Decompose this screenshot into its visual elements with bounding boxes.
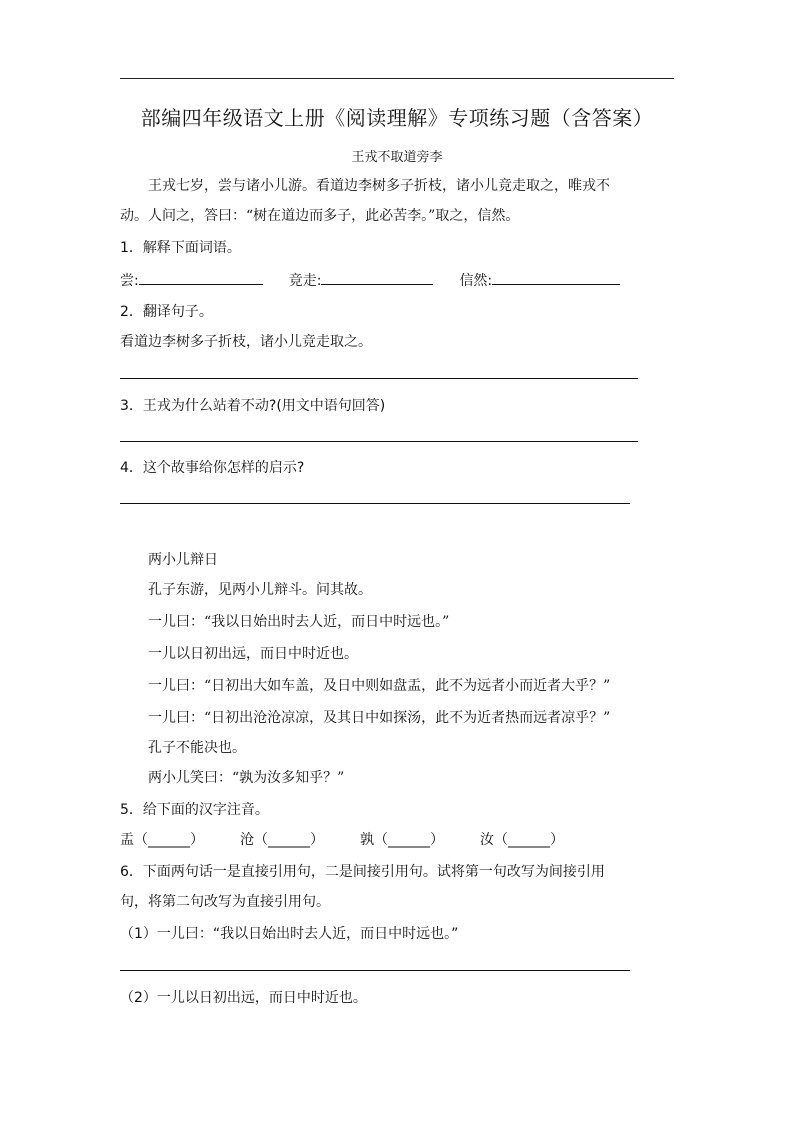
passage1-title: 王戎不取道旁李 [351,150,443,165]
passage2-line: 一儿曰：“我以日始出时去人近，而日中时远也。” [148,614,450,630]
answer-line[interactable] [120,503,630,504]
passage2-line: 孔子不能决也。 [148,740,246,756]
answer-line[interactable] [120,970,630,971]
pinyin-item[interactable]: 孰（______） [360,832,444,848]
question-3-prompt: 3．王戎为什么站着不动?(用文中语句回答) [120,398,386,414]
answer-blank[interactable] [139,270,263,285]
pinyin-item[interactable]: 汝（______） [480,832,564,848]
passage1-line-1: 王戎七岁，尝与诸小儿游。看道边李树多子折枝，诸小儿竞走取之，唯戎不 [148,178,610,194]
answer-blank[interactable] [321,270,433,285]
passage1-line-2: 动。人问之，答曰：“树在道边而多子，此必苦李。”取之，信然。 [120,208,520,224]
answer-line[interactable] [120,378,638,379]
question-1-answers [120,270,620,291]
passage2-line: 两小儿笑曰：“孰为汝多知乎？” [148,770,345,786]
vocab-word: 信然: [459,273,493,289]
answer-line[interactable] [120,441,638,442]
passage2-line: 一儿曰：“日初出沧沧凉凉，及其日中如探汤，此不为近者热而远者凉乎？” [148,710,611,726]
vocab-word: 竞走: [288,273,322,289]
document-title: 部编四年级语文上册《阅读理解》专项练习题（含答案） [140,106,654,130]
header-rule [120,78,674,79]
question-5-items [120,830,564,850]
question-1-prompt: 1．解释下面词语。 [120,240,241,256]
question-6-prompt-line-1: 6．下面两句话一是直接引用句，二是间接引用句。试将第一句改写为间接引用 [120,864,605,880]
question-5-prompt: 5．给下面的汉字注音。 [120,802,269,818]
question-6-item-2: （2）一儿以日初出远，而日中时近也。 [120,990,367,1006]
answer-blank[interactable] [492,270,620,285]
passage2-line: 一儿曰：“日初出大如车盖，及日中则如盘盂，此不为远者小而近者大乎？” [148,678,611,694]
question-2-sentence: 看道边李树多子折枝，诸小儿竞走取之。 [120,334,372,350]
question-4-prompt: 4．这个故事给你怎样的启示? [120,460,305,476]
passage2-line: 一儿以日初出远，而日中时近也。 [148,646,358,662]
pinyin-item[interactable]: 沧（______） [240,832,324,848]
pinyin-item[interactable]: 盂（______） [120,832,204,848]
passage2-title: 两小儿辩日 [148,552,218,568]
vocab-word: 尝: [120,273,139,289]
passage2-line: 孔子东游，见两小儿辩斗。问其故。 [148,582,372,598]
question-2-prompt: 2．翻译句子。 [120,304,213,320]
question-6-prompt-line-2: 句，将第二句改写为直接引用句。 [120,894,330,910]
question-6-item-1: （1）一儿曰：“我以日始出时去人近，而日中时远也。” [120,926,459,942]
